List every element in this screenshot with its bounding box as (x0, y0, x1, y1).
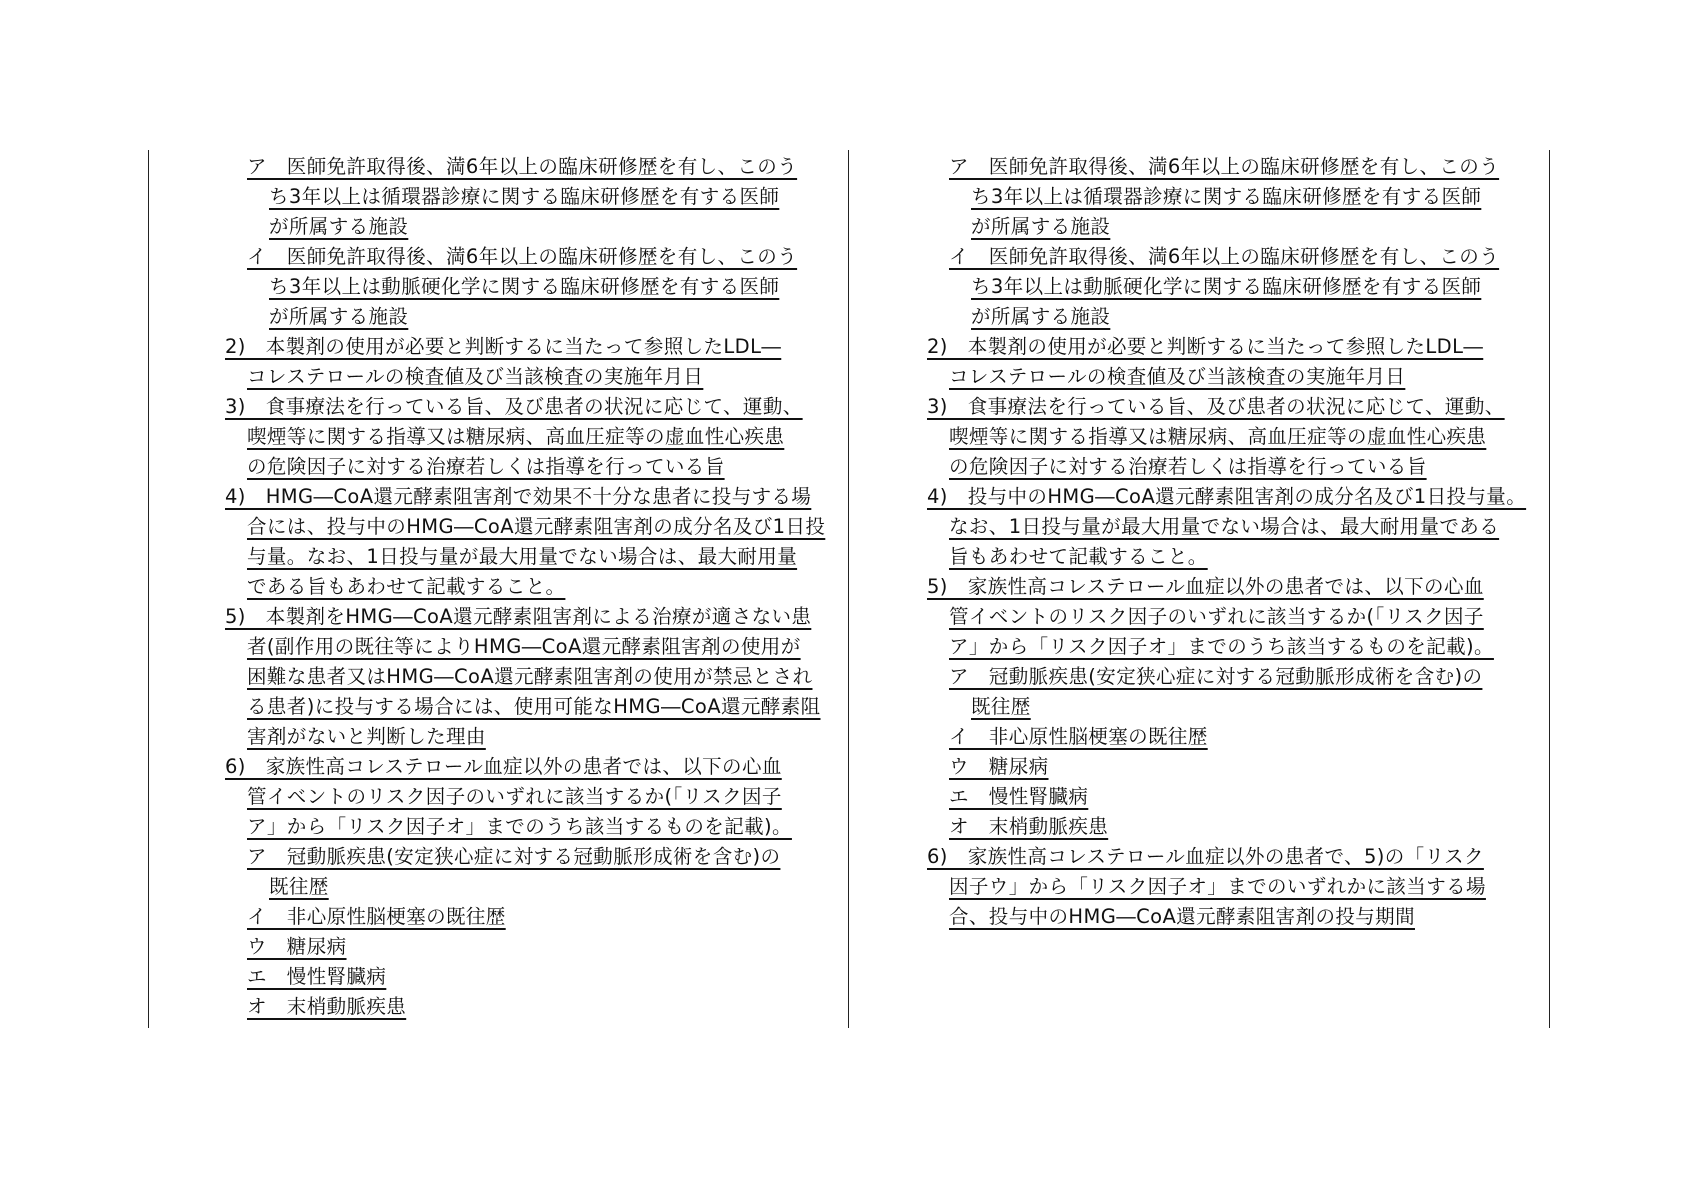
left-column-line (225, 752, 782, 782)
right-column-line-text: の危険因子に対する治療若しくは指導を行っている旨 (949, 455, 1427, 478)
right-column-line (949, 362, 1405, 392)
right-column-line (971, 272, 1481, 302)
left-column-line (269, 302, 408, 332)
left-column-line-text: 3) 食事療法を行っている旨、及び患者の状況に応じて、運動、 (225, 395, 803, 418)
right-border-rule (1549, 150, 1550, 1028)
right-column-line (927, 392, 1505, 422)
left-column-line-text: が所属する施設 (269, 305, 409, 328)
left-border-rule (148, 150, 149, 1028)
right-column-line-text: 2) 本製剤の使用が必要と判断するに当たって参照したLDL― (927, 335, 1484, 358)
left-column-line-text: である旨もあわせて記載すること。 (247, 575, 566, 598)
left-column-line (247, 422, 784, 452)
left-column-line-text: る患者)に投与する場合には、使用可能なHMG―CoA還元酵素阻 (247, 695, 821, 718)
left-column-line-text: イ 非心原性脳梗塞の既往歴 (247, 905, 506, 928)
right-column-line-text: 5) 家族性高コレステロール血症以外の患者では、以下の心血 (927, 575, 1484, 598)
right-column-line (949, 782, 1088, 812)
right-column-line (927, 332, 1483, 362)
right-column-line-text: イ 非心原性脳梗塞の既往歴 (949, 725, 1208, 748)
left-column-line-text: ち3年以上は循環器診療に関する臨床研修歴を有する医師 (269, 185, 780, 208)
left-column-line (247, 842, 780, 872)
left-column-line (247, 242, 797, 272)
left-column-line (247, 692, 821, 722)
right-column-line-text: エ 慢性腎臓病 (949, 785, 1089, 808)
right-column-line (927, 482, 1526, 512)
right-column-line-text: ア」から「リスク因子オ」までのうち該当するものを記載)。 (949, 635, 1494, 658)
right-column-line (949, 542, 1208, 572)
right-column-line (971, 182, 1481, 212)
right-column-line (949, 662, 1482, 692)
right-column-line (971, 302, 1110, 332)
left-column-line (247, 782, 782, 812)
right-column-line-text: イ 医師免許取得後、満6年以上の臨床研修歴を有し、このう (949, 245, 1500, 268)
left-column-line-text: 与量。なお、1日投与量が最大用量でない場合は、最大耐用量 (247, 545, 798, 568)
center-divider-rule (848, 150, 849, 1028)
left-column-line-text: 害剤がないと判断した理由 (247, 725, 486, 748)
right-column-line-text: 因子ウ」から「リスク因子オ」までのいずれかに該当する場 (949, 875, 1486, 898)
left-column-line-text: ア 冠動脈疾患(安定狭心症に対する冠動脈形成術を含む)の (247, 845, 781, 868)
left-column-line (247, 572, 565, 602)
left-column-line-text: 4) HMG―CoA還元酵素阻害剤で効果不十分な患者に投与する場 (225, 485, 812, 508)
right-column-line (949, 902, 1415, 932)
right-column-line-text: なお、1日投与量が最大用量でない場合は、最大耐用量である (949, 515, 1500, 538)
right-column-line-text: ア 冠動脈疾患(安定狭心症に対する冠動脈形成術を含む)の (949, 665, 1483, 688)
right-column-line-text: 6) 家族性高コレステロール血症以外の患者で、5)の「リスク (927, 845, 1484, 868)
left-column-line (247, 662, 812, 692)
left-column-line (247, 452, 725, 482)
right-column-line-text: ア 医師免許取得後、満6年以上の臨床研修歴を有し、このう (949, 155, 1500, 178)
right-column-line (949, 872, 1486, 902)
right-column-line (949, 722, 1208, 752)
left-column-line-text: ウ 糖尿病 (247, 935, 347, 958)
left-column-line (247, 512, 825, 542)
left-column-line (247, 932, 347, 962)
left-column-line-text: コレステロールの検査値及び当該検査の実施年月日 (247, 365, 704, 388)
left-column-line-text: 2) 本製剤の使用が必要と判断するに当たって参照したLDL― (225, 335, 782, 358)
right-column-line-text: 4) 投与中のHMG―CoA還元酵素阻害剤の成分名及び1日投与量。 (927, 485, 1527, 508)
left-column-line-text: 既往歴 (269, 875, 329, 898)
right-column-line (927, 572, 1484, 602)
right-column-line (949, 632, 1494, 662)
left-column-line (247, 632, 801, 662)
left-column-line-text: が所属する施設 (269, 215, 409, 238)
left-column-line-text: の危険因子に対する治療若しくは指導を行っている旨 (247, 455, 725, 478)
left-column-line-text: ち3年以上は動脈硬化学に関する臨床研修歴を有する医師 (269, 275, 780, 298)
right-column-line-text: オ 末梢動脈疾患 (949, 815, 1109, 838)
right-column-line-text: コレステロールの検査値及び当該検査の実施年月日 (949, 365, 1406, 388)
right-column-line-text: 管イベントのリスク因子のいずれに該当するか(「リスク因子 (949, 605, 1484, 628)
left-column-line (225, 392, 803, 422)
left-column-line (247, 962, 386, 992)
left-column-line-text: 困難な患者又はHMG―CoA還元酵素阻害剤の使用が禁忌とされ (247, 665, 813, 688)
left-column-line-text: 管イベントのリスク因子のいずれに該当するか(「リスク因子 (247, 785, 782, 808)
right-column-line (927, 842, 1484, 872)
right-column-line (949, 152, 1499, 182)
left-column-line-text: ア 医師免許取得後、満6年以上の臨床研修歴を有し、このう (247, 155, 798, 178)
right-column-line-text: が所属する施設 (971, 305, 1111, 328)
right-column-line-text: ウ 糖尿病 (949, 755, 1049, 778)
left-column-line (225, 482, 811, 512)
left-column-line-text: エ 慢性腎臓病 (247, 965, 387, 988)
left-column-line-text: 5) 本製剤をHMG―CoA還元酵素阻害剤による治療が適さない患 (225, 605, 812, 628)
left-column-line (247, 362, 703, 392)
left-column-line-text: 6) 家族性高コレステロール血症以外の患者では、以下の心血 (225, 755, 782, 778)
right-column-line-text: 旨もあわせて記載すること。 (949, 545, 1208, 568)
left-column-line (269, 872, 329, 902)
left-column-line-text: 合には、投与中のHMG―CoA還元酵素阻害剤の成分名及び1日投 (247, 515, 826, 538)
right-column-line-text: 合、投与中のHMG―CoA還元酵素阻害剤の投与期間 (949, 905, 1415, 928)
left-column-line-text: 喫煙等に関する指導又は糖尿病、高血圧症等の虚血性心疾患 (247, 425, 785, 448)
left-column-line (247, 992, 406, 1022)
left-column-line-text: オ 末梢動脈疾患 (247, 995, 407, 1018)
left-column-line-text: イ 医師免許取得後、満6年以上の臨床研修歴を有し、このう (247, 245, 798, 268)
left-column-line (247, 812, 792, 842)
right-column-line (949, 512, 1499, 542)
right-column-line-text: が所属する施設 (971, 215, 1111, 238)
right-column-line (949, 752, 1049, 782)
left-column-line (247, 152, 797, 182)
right-column-line (949, 452, 1427, 482)
right-column-line (949, 422, 1486, 452)
right-column-line-text: 既往歴 (971, 695, 1031, 718)
right-column-line-text: ち3年以上は循環器診療に関する臨床研修歴を有する医師 (971, 185, 1482, 208)
right-column-line (949, 242, 1499, 272)
left-column-line (225, 602, 811, 632)
left-column-line (247, 722, 486, 752)
right-column-line-text: 喫煙等に関する指導又は糖尿病、高血圧症等の虚血性心疾患 (949, 425, 1487, 448)
left-column-line-text: 者(副作用の既往等によりHMG―CoA還元酵素阻害剤の使用が (247, 635, 801, 658)
left-column-line (247, 902, 506, 932)
left-column-line (225, 332, 781, 362)
right-column-line-text: ち3年以上は動脈硬化学に関する臨床研修歴を有する医師 (971, 275, 1482, 298)
right-column-line (971, 212, 1110, 242)
left-column-line (269, 212, 408, 242)
right-column-line (949, 812, 1108, 842)
right-column-line (949, 602, 1484, 632)
left-column-line (269, 272, 779, 302)
left-column-line (247, 542, 797, 572)
left-column-line-text: ア」から「リスク因子オ」までのうち該当するものを記載)。 (247, 815, 792, 838)
right-column-line-text: 3) 食事療法を行っている旨、及び患者の状況に応じて、運動、 (927, 395, 1505, 418)
right-column-line (971, 692, 1031, 722)
left-column-line (269, 182, 779, 212)
